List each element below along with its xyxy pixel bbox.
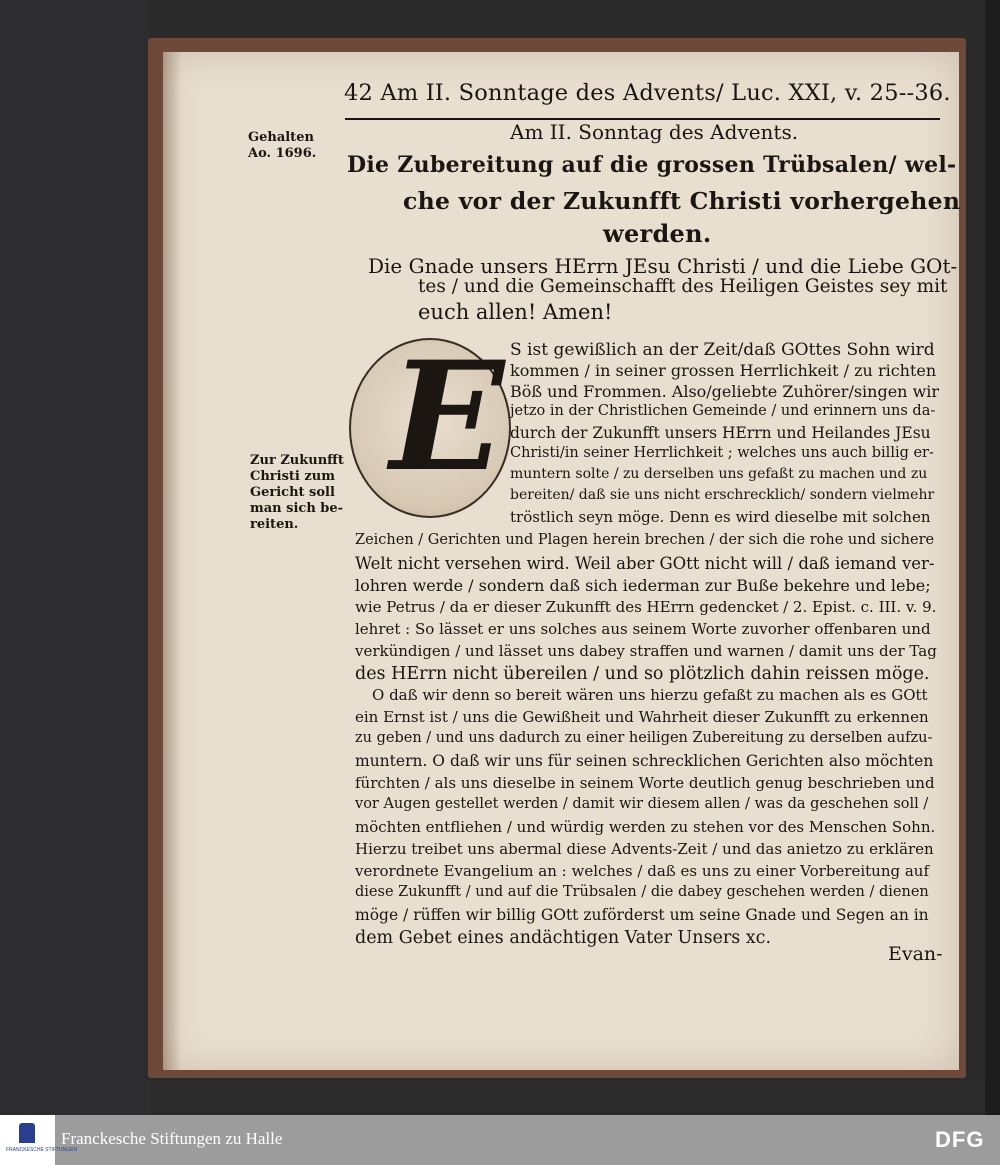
body-line: Hierzu treibet uns abermal diese Advents-Zeit / und das anietzo zu erklären <box>355 840 934 858</box>
body-line: Welt nicht versehen wird. Weil aber GOtt nicht will / daß iemand ver- <box>355 554 935 573</box>
scan-background-left <box>0 0 150 1115</box>
blessing-line: Die Gnade unsers HErrn JEsu Christi / und die Liebe GOt- <box>368 254 958 278</box>
margin-note-line: Ao. 1696. <box>248 146 317 161</box>
body-line: dem Gebet eines andächtigen Vater Unsers xc. <box>355 928 772 948</box>
sermon-title-line: Die Zubereitung auf die grossen Trübsalen/ wel- <box>347 152 957 178</box>
running-header: 42 Am II. Sonntage des Advents/ Luc. XXI, v. 25--36. <box>344 80 951 106</box>
body-line: zu geben / und uns dadurch zu einer heiligen Zubereitung zu derselben aufzu- <box>355 730 933 746</box>
sermon-subtitle: Am II. Sonntag des Advents. <box>510 120 799 144</box>
body-line: S ist gewißlich an der Zeit/daß GOttes Sohn wird <box>510 340 935 360</box>
body-line: muntern solte / zu derselben uns gefaßt zu machen und zu <box>510 466 928 482</box>
margin-note-line: Gehalten <box>248 130 314 145</box>
body-line: O daß wir denn so bereit wären uns hierzu gefaßt zu machen als es GOtt <box>372 686 928 704</box>
body-line: Christi/in seiner Herrlichkeit ; welches uns auch billig er- <box>510 445 934 461</box>
body-line: vor Augen gestellet werden / damit wir diesem allen / was da geschehen soll / <box>355 796 929 812</box>
body-line: kommen / in seiner grossen Herrlichkeit / zu richten <box>510 361 937 380</box>
institution-name: Franckesche Stiftungen zu Halle <box>61 1129 283 1148</box>
body-line: Zeichen / Gerichten und Plagen herein brechen / der sich die rohe und sichere <box>355 532 935 548</box>
dfg-logo: DFG <box>935 1127 985 1152</box>
page-gutter-shadow <box>163 52 181 1070</box>
body-line: möge / rüffen wir billig GOtt zuförderst um seine Gnade und Segen an in <box>355 906 929 924</box>
body-line: Böß und Frommen. Also/geliebte Zuhörer/singen wir <box>510 382 940 401</box>
blessing-line: euch allen! Amen! <box>418 300 613 324</box>
body-line: verordnete Evangelium an : welches / daß es uns zu einer Vorbereitung auf <box>355 862 930 880</box>
scan-background-bottom <box>150 1080 985 1115</box>
body-line: durch der Zukunfft unsers HErrn und Heilandes JEsu <box>510 424 931 442</box>
body-line: tröstlich seyn möge. Denn es wird dieselbe mit solchen <box>510 508 931 526</box>
body-line: bereiten/ daß sie uns nicht erschrecklich/ sondern vielmehr <box>510 487 935 503</box>
body-line: muntern. O daß wir uns für seinen schrecklichen Gerichten also möchten <box>355 752 934 770</box>
margin-note-line: Gericht soll <box>250 485 335 500</box>
body-line: ein Ernst ist / uns die Gewißheit und Wahrheit dieser Zukunfft zu erkennen <box>355 708 929 726</box>
margin-note-line: Zur Zukunfft <box>250 453 344 468</box>
body-line: des HErrn nicht übereilen / und so plötzlich dahin reissen möge. <box>355 664 930 684</box>
body-line: diese Zukunfft / und auf die Trübsalen / die dabey geschehen werden / dienen <box>355 884 929 900</box>
body-line: lehret : So lässet er uns solches aus seinem Worte zuvorher offenbaren und <box>355 620 931 638</box>
body-line: lohren werde / sondern daß sich iederman zur Buße bekehre und lebe; <box>355 576 931 595</box>
sermon-title-line: werden. <box>603 219 712 248</box>
margin-note-date <box>248 130 316 162</box>
margin-note-line: Christi zum <box>250 469 335 484</box>
scan-background-top <box>150 0 985 40</box>
body-line: jetzo in der Christlichen Gemeinde / und erinnern uns da- <box>510 403 936 419</box>
margin-note-topic <box>250 453 344 533</box>
logo-tower-icon <box>19 1123 35 1143</box>
body-line: möchten entfliehen / und würdig werden zu stehen vor des Menschen Sohn. <box>355 818 936 836</box>
catchword: Evan- <box>888 943 943 965</box>
scan-background-right <box>985 0 1000 1115</box>
body-line: fürchten / als uns dieselbe in seinem Worte deutlich genug beschrieben und <box>355 774 935 792</box>
sermon-title-line: che vor der Zukunfft Christi vorhergehen <box>403 187 961 215</box>
decorated-initial-letter: E <box>390 329 505 505</box>
body-line: verkündigen / und lässet uns dabey straffen und warnen / damit uns der Tag <box>355 642 937 660</box>
blessing-line: tes / und die Gemeinschafft des Heiligen Geistes sey mit <box>418 276 948 297</box>
body-line: wie Petrus / da er dieser Zukunfft des HErrn gedencket / 2. Epist. c. III. v. 9. <box>355 598 937 616</box>
margin-note-line: reiten. <box>250 517 299 532</box>
margin-note-line: man sich be- <box>250 501 344 516</box>
logo-caption: FRANCKESCHE STIFTUNGEN <box>6 1147 78 1153</box>
